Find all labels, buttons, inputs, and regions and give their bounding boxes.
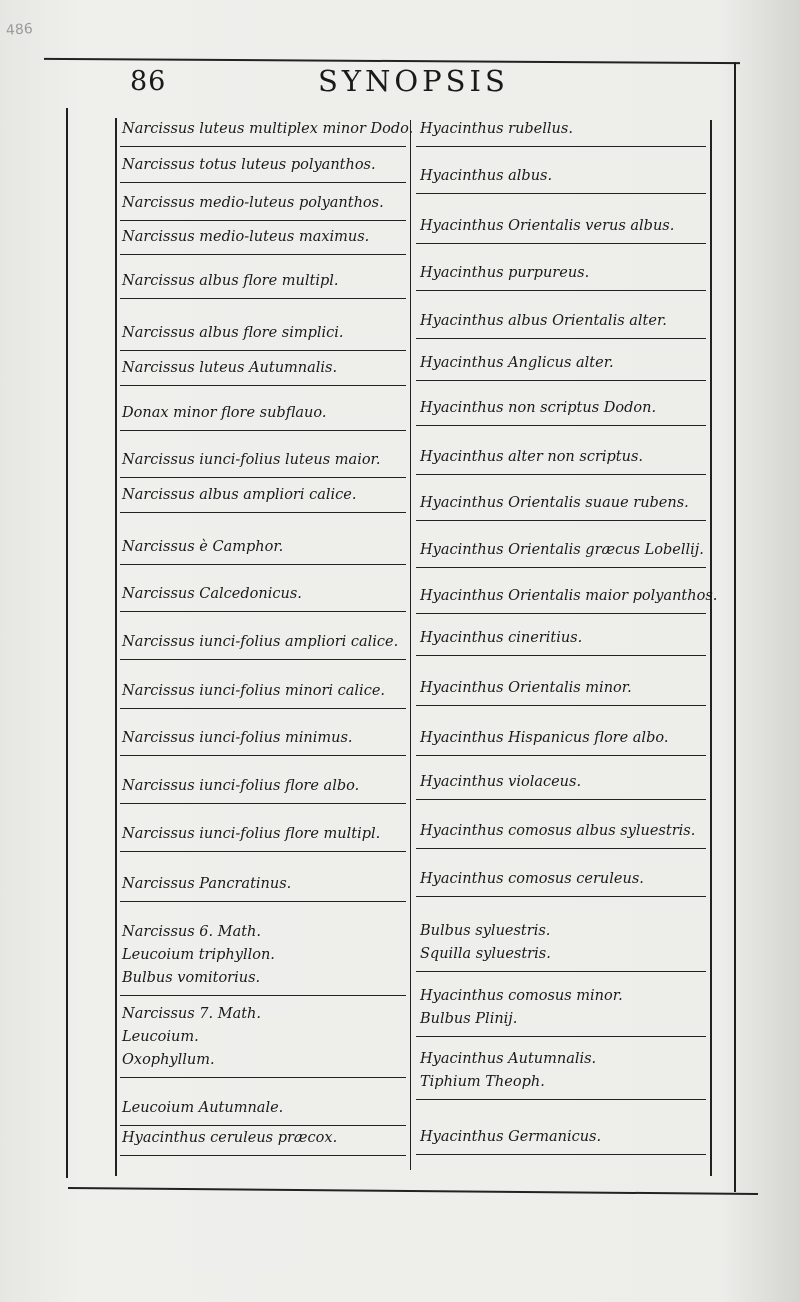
entry-line: Narcissus iunci-folius flore albo. [122, 778, 360, 794]
entry-line: Hyacinthus Orientalis suaue rubens. [420, 495, 689, 511]
entry-separator-rule [416, 290, 706, 291]
catalogue-entry [420, 118, 573, 141]
entry-line: Leucoium Autumnale. [122, 1100, 284, 1116]
catalogue-entry [122, 270, 339, 293]
catalogue-entry [420, 492, 689, 515]
entry-line: Hyacinthus Orientalis maior polyanthos. [420, 588, 718, 604]
entry-line: Oxophyllum. [122, 1052, 215, 1068]
catalogue-entry [420, 1126, 601, 1149]
entry-line: Narcissus medio-luteus polyanthos. [122, 195, 384, 211]
entry-line: Hyacinthus purpureus. [420, 265, 590, 281]
entry-line: Hyacinthus Orientalis græcus Lobellij. [420, 542, 704, 558]
catalogue-entry [420, 585, 717, 608]
entry-separator-rule [120, 803, 406, 804]
outer-rule-left [66, 108, 68, 1178]
catalogue-entry [420, 215, 674, 238]
entry-line: Donax minor flore subflauo. [122, 405, 327, 421]
entry-line: Narcissus è Camphor. [122, 539, 284, 555]
catalogue-entry [122, 873, 291, 896]
catalogue-entry [122, 192, 384, 215]
entry-line: Narcissus luteus Autumnalis. [122, 360, 338, 376]
entry-line: Hyacinthus cineritius. [420, 630, 583, 646]
catalogue-entry [122, 1127, 337, 1150]
entry-separator-rule [416, 380, 706, 381]
entry-line: Hyacinthus Hispanicus flore albo. [420, 730, 669, 746]
entry-line: Narcissus medio-luteus maximus. [122, 229, 370, 245]
entry-line: Hyacinthus albus. [420, 168, 553, 184]
entry-separator-rule [120, 350, 406, 351]
entry-line: Narcissus 7. Math. [122, 1006, 262, 1022]
table-border-left [115, 118, 117, 1176]
entry-separator-rule [416, 243, 706, 244]
catalogue-entry [122, 775, 359, 798]
entry-line: Hyacinthus alter non scriptus. [420, 449, 644, 465]
entry-line: Narcissus iunci-folius flore multipl. [122, 826, 381, 842]
entry-separator-rule [120, 254, 406, 255]
shelfmark: 486 [5, 21, 34, 39]
entry-line: Hyacinthus rubellus. [420, 121, 573, 137]
entry-separator-rule [120, 755, 406, 756]
entry-line: Narcissus albus ampliori calice. [122, 487, 357, 503]
entry-separator-rule [416, 338, 706, 339]
entry-line: Hyacinthus Orientalis minor. [420, 680, 632, 696]
entry-line: Bulbus vomitorius. [122, 970, 261, 986]
catalogue-entry [420, 310, 667, 333]
entry-line: Narcissus iunci-folius minori calice. [122, 683, 386, 699]
entry-line: Tiphium Theoph. [420, 1074, 545, 1090]
entry-separator-rule [416, 146, 706, 147]
entry-line: Squilla syluestris. [420, 946, 551, 962]
entry-line: Narcissus totus luteus polyanthos. [122, 157, 376, 173]
entry-separator-rule [416, 1036, 706, 1037]
catalogue-entry [122, 631, 398, 654]
entry-separator-rule [416, 520, 706, 521]
entry-separator-rule [416, 655, 706, 656]
catalogue-entry [420, 539, 704, 562]
catalogue-entry [420, 771, 581, 794]
entry-separator-rule [120, 1077, 406, 1078]
entry-separator-rule [120, 146, 406, 147]
entry-line: Narcissus iunci-folius ampliori calice. [122, 634, 399, 650]
catalogue-entry [122, 921, 275, 990]
catalogue-entry [122, 118, 413, 141]
running-head: SYNOPSIS [318, 64, 509, 98]
catalogue-entry [420, 920, 551, 966]
catalogue-entry [420, 446, 643, 469]
entry-line: Hyacinthus albus Orientalis alter. [420, 313, 667, 329]
entry-separator-rule [120, 851, 406, 852]
entry-separator-rule [416, 896, 706, 897]
catalogue-entry [122, 1003, 261, 1072]
entry-line: Hyacinthus Orientalis verus albus. [420, 218, 675, 234]
catalogue-entry [420, 262, 589, 285]
entry-separator-rule [416, 848, 706, 849]
entry-line: Hyacinthus non scriptus Dodon. [420, 400, 657, 416]
entry-separator-rule [120, 182, 406, 183]
entry-separator-rule [416, 799, 706, 800]
catalogue-entry [420, 868, 644, 891]
entry-separator-rule [416, 425, 706, 426]
entry-line: Narcissus iunci-folius luteus maior. [122, 452, 381, 468]
catalogue-entry [420, 1048, 596, 1094]
entry-separator-rule [416, 1154, 706, 1155]
entry-line: Hyacinthus comosus minor. [420, 988, 623, 1004]
entry-separator-rule [416, 1099, 706, 1100]
entry-line: Narcissus albus flore multipl. [122, 273, 339, 289]
entry-line: Narcissus iunci-folius minimus. [122, 730, 353, 746]
catalogue-entry [122, 823, 380, 846]
entry-line: Narcissus albus flore simplici. [122, 325, 344, 341]
entry-line: Hyacinthus Anglicus alter. [420, 355, 614, 371]
entry-separator-rule [416, 474, 706, 475]
entry-line: Leucoium. [122, 1029, 199, 1045]
entry-separator-rule [120, 298, 406, 299]
entry-separator-rule [120, 659, 406, 660]
catalogue-entry [122, 484, 356, 507]
catalogue-entry [420, 627, 582, 650]
entry-separator-rule [120, 1155, 406, 1156]
entry-line: Hyacinthus Autumnalis. [420, 1051, 597, 1067]
page-number: 86 [130, 66, 167, 97]
catalogue-entry [122, 583, 302, 606]
entry-separator-rule [416, 971, 706, 972]
entry-separator-rule [120, 220, 406, 221]
entry-separator-rule [416, 613, 706, 614]
bottom-rule [68, 1187, 758, 1195]
entry-line: Hyacinthus violaceus. [420, 774, 582, 790]
entry-separator-rule [120, 385, 406, 386]
entry-line: Narcissus luteus multiplex minor Dodo. [122, 121, 414, 137]
entry-line: Bulbus Plinij. [420, 1011, 518, 1027]
catalogue-entry [122, 536, 283, 559]
entry-line: Hyacinthus comosus albus syluestris. [420, 823, 696, 839]
entry-separator-rule [120, 512, 406, 513]
entry-separator-rule [120, 901, 406, 902]
entry-line: Narcissus 6. Math. [122, 924, 262, 940]
catalogue-entry [420, 352, 614, 375]
catalogue-entry [122, 402, 326, 425]
catalogue-entry [122, 226, 369, 249]
entry-line: Narcissus Pancratinus. [122, 876, 292, 892]
outer-rule-right [734, 62, 736, 1192]
catalogue-entry [122, 449, 381, 472]
entry-line: Bulbus syluestris. [420, 923, 551, 939]
entry-separator-rule [416, 193, 706, 194]
catalogue-entry [420, 677, 632, 700]
entry-line: Hyacinthus Germanicus. [420, 1129, 602, 1145]
entry-line: Leucoium triphyllon. [122, 947, 275, 963]
catalogue-entry [122, 357, 337, 380]
entry-separator-rule [120, 995, 406, 996]
column-divider [410, 120, 411, 1170]
entry-separator-rule [120, 611, 406, 612]
entry-separator-rule [120, 477, 406, 478]
catalogue-entry [420, 727, 668, 750]
entry-line: Hyacinthus ceruleus præcox. [122, 1130, 338, 1146]
catalogue-entry [122, 154, 376, 177]
entry-separator-rule [416, 567, 706, 568]
catalogue-entry [122, 1097, 283, 1120]
table-border-right [710, 120, 712, 1176]
catalogue-entry [420, 397, 656, 420]
catalogue-entry [420, 985, 623, 1031]
entry-line: Narcissus Calcedonicus. [122, 586, 302, 602]
entry-separator-rule [120, 564, 406, 565]
catalogue-entry [122, 322, 344, 345]
catalogue-entry [420, 820, 695, 843]
catalogue-entry [420, 165, 552, 188]
entry-separator-rule [416, 755, 706, 756]
entry-separator-rule [416, 705, 706, 706]
catalogue-entry [122, 680, 385, 703]
catalogue-entry [122, 727, 353, 750]
entry-separator-rule [120, 430, 406, 431]
entry-separator-rule [120, 708, 406, 709]
entry-line: Hyacinthus comosus ceruleus. [420, 871, 644, 887]
